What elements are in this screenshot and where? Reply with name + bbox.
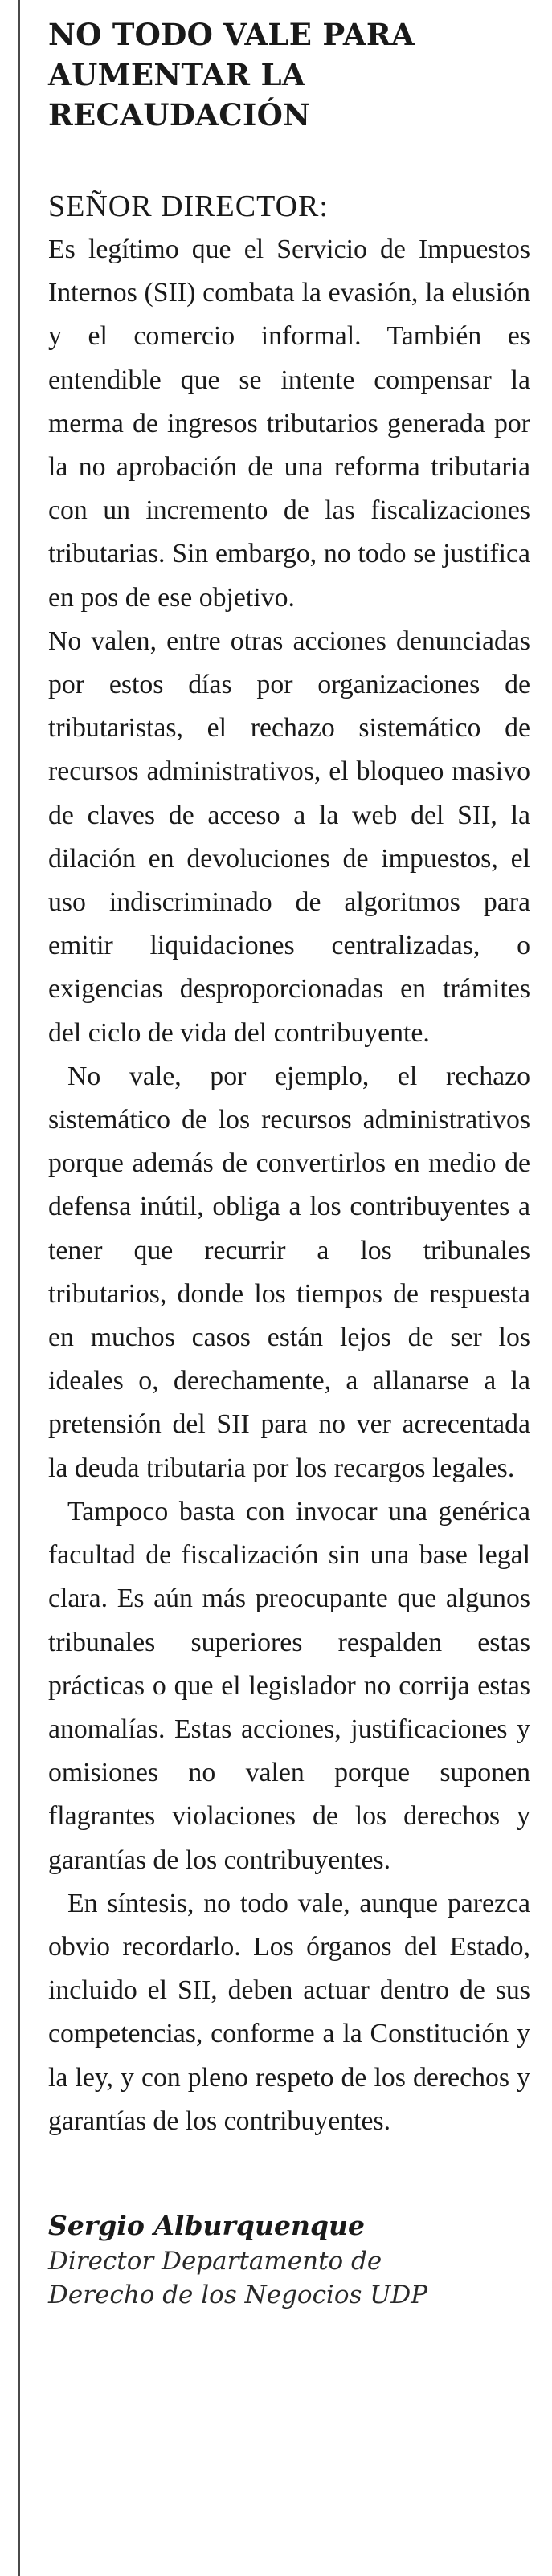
author-title-line-2: Derecho de los Negocios UDP: [48, 2280, 428, 2309]
paragraph-2: No valen, entre otras acciones denunciadas por estos días por organizaciones de tributaristas, el rechazo sistemático de recursos administrativos, el bloqueo masivo de claves de acceso a la web del SII, la dilación en devoluciones de impuestos, el uso indiscriminado de algoritmos para emitir liquidaciones centralizadas, o exigencias desproporcionadas en trámites del ciclo de vida del contribuyente.: [48, 626, 530, 1048]
author-name: Sergio Alburquenque: [48, 2209, 366, 2241]
column-rule: [18, 0, 20, 2576]
author-title-line-1: Director Departamento de: [48, 2246, 382, 2276]
paragraph-5: En síntesis, no todo vale, aunque parezca obvio recordarlo. Los órganos del Estado, incluido el SII, deben actuar dentro de sus competencias, conforme a la Constitución y la ley, y con pleno respeto de los derechos y garantías de los contribuyentes.: [48, 1888, 530, 2136]
paragraph-3: No vale, por ejemplo, el rechazo sistemático de los recursos administrativos porque además de convertirlos en medio de defensa inútil, obliga a los contribuyentes a tener que recurrir a los tribunales tributarios, donde los tiempos de respuesta en muchos casos están lejos de ser los ideales o, derechamente, a allanarse a la pretensión del SII para no ver acrecentada la deuda tributaria por los recargos legales.: [48, 1061, 530, 1483]
headline-line-1: NO TODO VALE PARA: [48, 17, 415, 52]
paragraph-4: Tampoco basta con invocar una genérica facultad de fiscalización sin una base legal clara. Es aún más preocupante que algunos tribunales superiores respalden estas prácticas o que el legislador no corrija estas anomalías. Estas acciones, justificaciones y omisiones no valen porque suponen flagrantes violaciones de los derechos y garantías de los contribuyentes.: [48, 1496, 530, 1875]
letter-body: [48, 228, 530, 2143]
signature: [48, 2207, 530, 2312]
salutation: SEÑOR DIRECTOR:: [48, 190, 329, 223]
letter-to-editor: [48, 14, 530, 2312]
headline: [48, 14, 530, 135]
paragraph-1: Es legítimo que el Servicio de Impuestos Internos (SII) combata la evasión, la elusión y el comercio informal. También es entendible que se intente compensar la merma de ingresos tributarios generada por la no aprobación de una reforma tributaria con un incremento de las fiscalizaciones tributarias. Sin embargo, no todo se justifica en pos de ese objetivo.: [48, 234, 530, 613]
headline-line-2: AUMENTAR LA RECAUDACIÓN: [48, 57, 311, 132]
